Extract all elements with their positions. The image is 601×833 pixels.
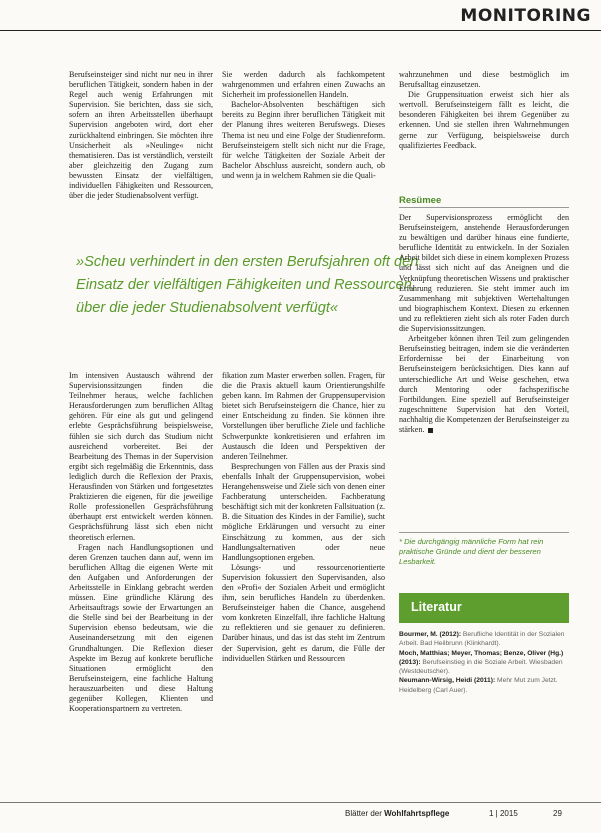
reference-author: Moch, Matthias; Meyer, Thomas; Benze, Oliver (Hg.) (2013):	[399, 649, 564, 666]
paragraph: Lösungs- und ressourcenorientierte Supervision fokussiert den Supervisanden, also den »Profi« der Sozialen Arbeit und ermöglicht ihm, sein berufliches Handeln zu überdenken. Berufseinsteiger haben die Chance, ausgehend vom konkreten Einzelfall, ihre fachliche Haltung zu reflektieren und sie genauer zu definieren. Darüber hinaus, und das ist das steht im Zentrum der Supervision, geht es darum, die Fülle der individuellen Stärken und Ressourcen	[222, 562, 385, 663]
literature-heading: Literatur	[411, 600, 462, 614]
header-rule	[0, 30, 601, 31]
paragraph: Der Supervisionsprozess ermöglicht den Berufseinsteigern, anstehende Herausforderungen zu bewältigen und darüber hinaus eine fundierte, berufliche Identität zu entwickeln. In der Sozialen Arbeit bildet sich diese in einem komplexen Prozess und lässt sich nicht auf das Aneignen und die Verknüpfung theoretischen Wissens und praktischer Erfahrung reduzieren. Sie steht immer auch im Zusammenhang mit subjektiven Wertehaltungen und biographischem Kontext. Diesen zu erkennen und zu reflektieren zieht sich als roter Faden durch die Supervisionssitzungen.	[399, 213, 569, 334]
column-1-bottom	[69, 371, 213, 714]
reference-text: Berufliche Identität in der Sozialen Arbeit. Bad Heilbrunn (Klinkhardt).	[399, 631, 565, 648]
page-header	[0, 0, 601, 34]
journal-name	[345, 809, 449, 818]
divider	[399, 532, 569, 533]
footer-rule	[0, 802, 601, 803]
paragraph: wahrzunehmen und diese bestmöglich im Berufsalltag einzusetzen.	[399, 70, 569, 90]
reference-item	[399, 630, 571, 649]
column-3-top	[399, 70, 569, 151]
paragraph: Im intensiven Austausch während der Supervisionssitzungen finden die Teilnehmer heraus, welche fachlichen Herausforderungen zum beruflichen Alltag gehören. Für eine als gut und gelingend erlebte Gesprächsführung beispielsweise, fühlen sie sich durch das Studium nicht ausreichend vorbereitet. Bei der Bearbeitung des Themas in der Supervision ergibt sich regelmäßig die Erkenntnis, dass lediglich durch die Reflexion der Praxis, Herausfinden von Stärken und fortgesetztes Praktizieren die eigenen, für die jeweilige Rolle professionellen Gesprächsführung überhaupt erst entwickelt werden können. Gesprächsführung lässt sich eben nicht theoretisch erlernen.	[69, 371, 213, 542]
journal-name-bold: Wohlfahrtspflege	[384, 809, 450, 818]
issue-number: 1 | 2015	[489, 809, 518, 818]
paragraph	[399, 334, 569, 435]
reference-text: Mehr Mut zum Jetzt. Heidelberg (Carl Auer).	[399, 677, 558, 694]
paragraph: Bachelor-Absolventen beschäftigen sich bereits zu Beginn ihrer beruflichen Tätigkeit mit der Planung ihres weiteren Berufswegs. Dieses Thema ist neu und eine Folge der Studienreform. Berufseinsteigern stellt sich nicht nur die Frage, für welche Tätigkeiten der Soziale Arbeit der Bachelor Abschluss ausreicht, sondern auch, ob und wenn ja in welchem Rahmen sie die Quali-	[222, 100, 385, 180]
paragraph-text: Arbeitgeber können ihren Teil zum gelingenden Berufseinstieg beitragen, indem sie die veränderten Erfordernisse bei der Einarbeitung von Berufseinsteigern berücksichtigen. Dies kann auf unterschiedliche Art und Weise geschehen, etwa durch Mentoring oder fachspezifische Fortbildungen. Eine speziell auf Berufseinsteiger zugeschnittene Supervision hat den Vorteil, nachhaltig die Kompetenzen der Berufseinsteiger zu stärken.	[399, 334, 569, 434]
end-of-article-mark	[428, 428, 433, 433]
paragraph: Sie werden dadurch als fachkompetent wahrgenommen und erfahren einen Zuwachs an Sicherheit im professionellen Handeln.	[222, 70, 385, 100]
reference-item	[399, 676, 571, 695]
column-1-top	[69, 70, 213, 201]
resumee-body	[399, 213, 569, 435]
paragraph: Besprechungen von Fällen aus der Praxis sind ebenfalls Inhalt der Gruppensupervision, wobei Herangehensweise und Ziele sich von denen einer Fachberatung unterscheiden. Fachberatung beschäftigt sich mit der konkreten Fallsituation (z. B. die Situation des Kindes in der Familie), sucht mögliche Erklärungen und versucht zu einer Einschätzung zu kommen, aus der sich Handlungsalternativen oder neue Handlungsoptionen ergeben.	[222, 461, 385, 562]
reference-list	[399, 630, 571, 695]
paragraph: Berufseinsteiger sind nicht nur neu in ihrer beruflichen Tätigkeit, sondern haben in der Regel auch wenig Erfahrungen mit Supervision. Sie berichten, dass sie sich, sofern an ihren Arbeitsstellen überhaupt Supervision angeboten wird, dort eher zurückhaltend einbringen. Sie möchten ihre Unsicherheit als »Neulinge« nicht thematisieren. Das ist verständlich, versteilt aber gleichzeitig den Zugang zum bewussten Einsatz der vielfältigen, individuellen Fähigkeiten und Ressourcen, über die jeder Studienabsolvent verfügt.	[69, 70, 213, 201]
paragraph: fikation zum Master erwerben sollen. Fragen, für die die Praxis aktuell kaum Orientierungshilfe geben kann. Im Rahmen der Gruppensupervision bietet sich Berufseinsteigern die Chance, hier zu einer Entscheidung zu finden. Sie können ihre Vorstellungen über berufliche Ziele und fachliche Schwerpunkte konkretisieren und erfahren im Austausch die Ideen und Perspektiven der anderen Teilnehmer.	[222, 371, 385, 461]
divider	[399, 207, 569, 208]
page-number: 29	[553, 809, 562, 818]
column-2-bottom	[222, 371, 385, 664]
paragraph: Die Gruppensituation erweist sich hier als wertvoll. Berufseinsteigern fällt es leicht, die besonderen Fähigkeiten bei ihrem Gegenüber zu erkennen. Und sie stellen ihren Wahrnehmungen gerne zur Verfügung, beispielsweise durch qualifiziertes Feedback.	[399, 90, 569, 150]
resumee-heading: Resümee	[399, 195, 442, 206]
reference-author: Bourmer, M. (2012):	[399, 631, 462, 638]
reference-text: Berufseinstieg in die Soziale Arbeit. Wiesbaden (Westdeutscher).	[399, 658, 563, 676]
reference-item	[399, 649, 571, 677]
literature-heading-box	[399, 593, 569, 623]
pull-quote: »Scheu verhindert in den ersten Berufsjahren oft den Einsatz der vielfältigen Fähigkeiten und Ressourcen, über die jeder Studienabsolvent verfügt«	[76, 254, 419, 316]
journal-name-prefix: Blätter der	[345, 809, 385, 818]
paragraph: Fragen nach Handlungsoptionen und deren Grenzen tauchen dann auf, wenn im beruflichen Alltag die eigenen Werte mit den Aufgaben und Anforderungen der Arbeitsstelle in Einklang gebracht werden müssen. Eine gründliche Klärung des Arbeitsauftrags sowie der Erwartungen an die Stelle sind bei der Bearbeitung in der Supervision ebenso bedeutsam, wie die Auseinandersetzung mit den eigenen Grundhaltungen. Die Reflexion dieser Aspekte im Bezug auf konkrete berufliche Situationen ermöglicht den Berufseinsteigern, eine fachliche Haltung herauszuarbeiten und diese Haltung gegenüber Kollegen, Klienten und Kooperationspartnern zu vertreten.	[69, 542, 213, 714]
section-label: MONITORING	[460, 6, 591, 26]
footnote: * Die durchgängig männliche Form hat rein praktische Gründe und dient der besseren Lesbarkeit.	[399, 537, 544, 566]
reference-author: Neumann-Wirsig, Heidi (2011):	[399, 677, 496, 685]
column-2-top	[222, 70, 385, 181]
